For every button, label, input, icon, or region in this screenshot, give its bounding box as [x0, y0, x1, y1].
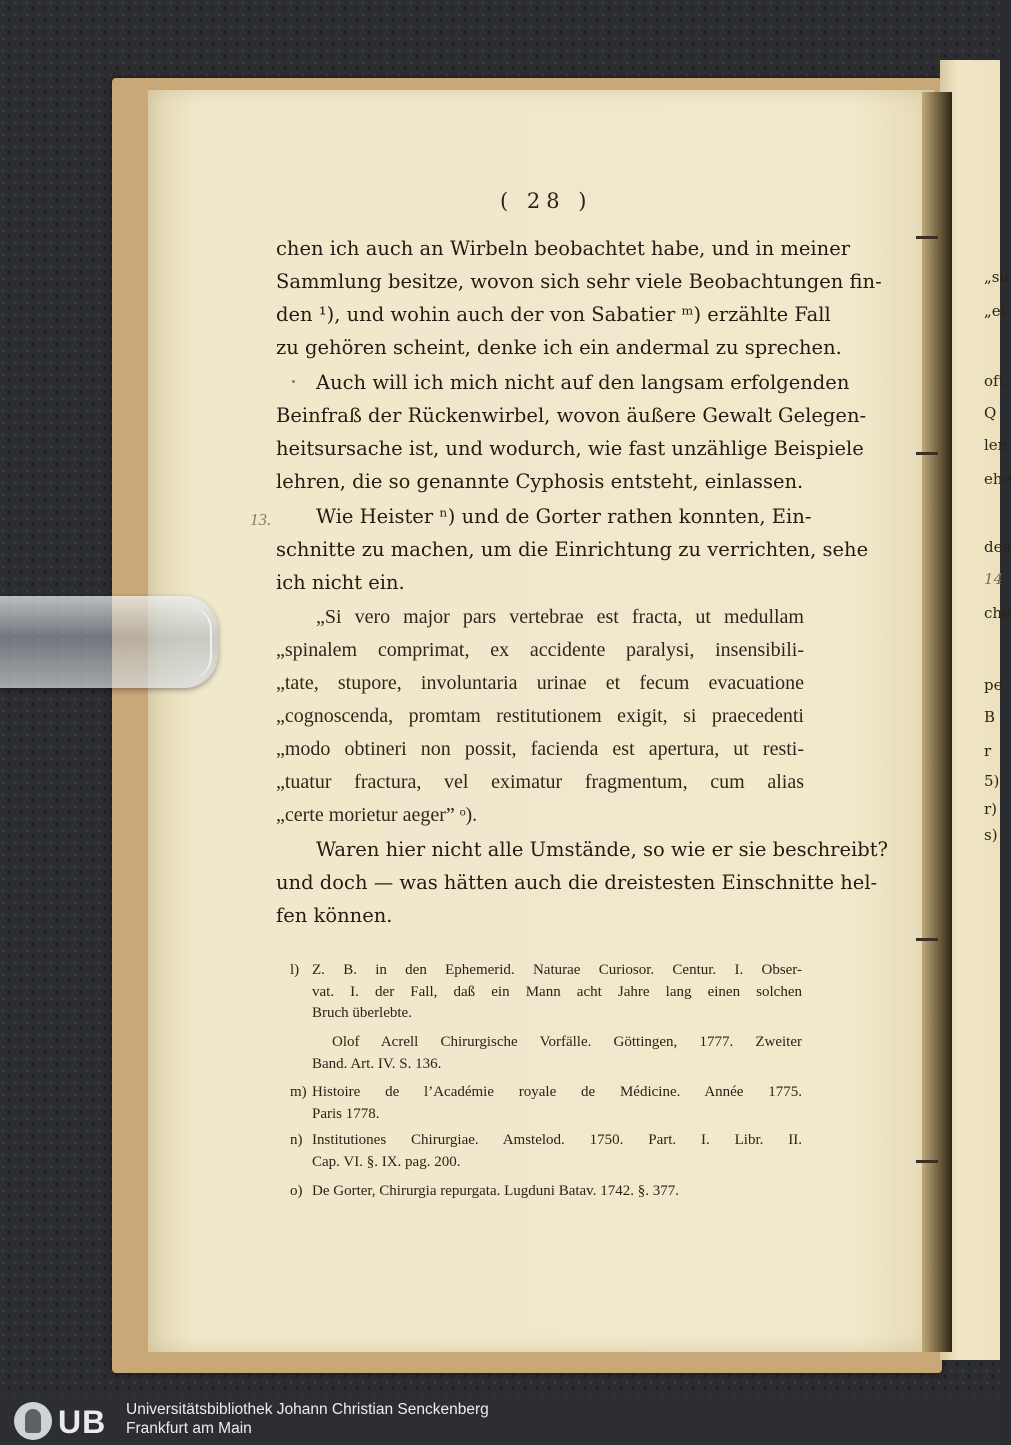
binding-thread — [916, 236, 938, 239]
footnote-mark: o) — [290, 1183, 303, 1199]
footnote-l — [290, 960, 802, 1025]
text-line: „certe morietur aeger” ᵒ). — [276, 804, 478, 826]
text-line: fen können. — [276, 904, 393, 927]
footnote-line: Cap. VI. §. IX. pag. 200. — [312, 1153, 461, 1170]
seal-icon — [14, 1402, 52, 1440]
footnote-m — [290, 1082, 802, 1125]
paragraph-1 — [276, 232, 882, 364]
footnote-n — [290, 1130, 802, 1173]
text-line: „Si vero major pars vertebrae est fracta, ut medullam — [316, 606, 804, 628]
facing-page-text: B — [984, 708, 996, 726]
logo-text: UB — [58, 1404, 107, 1440]
text-line: Waren hier nicht alle Umstände, so wie er sie beschreibt? — [316, 838, 889, 861]
paragraph-5 — [276, 833, 889, 932]
footnote-line: De Gorter, Chirurgia repurgata. Lugduni Batav. 1742. §. 377. — [312, 1183, 679, 1199]
facing-page-text: Q — [984, 404, 997, 422]
text-line: „modo obtineri non possit, facienda est apertura, ut resti- — [276, 738, 804, 760]
text-line: zu gehören scheint, denke ich ein andermal zu sprechen. — [276, 336, 842, 359]
facing-page-text: len — [984, 436, 1008, 454]
text-line: „tuatur fractura, vel eximatur fragmentum, cum alias — [276, 771, 804, 793]
page-number: ( 28 ) — [500, 189, 593, 213]
paragraph-2 — [276, 366, 867, 498]
text-line: ich nicht ein. — [276, 571, 405, 594]
footnote-line: vat. I. der Fall, daß ein Mann acht Jahre lang einen solchen — [312, 983, 802, 1000]
footnote-line: Band. Art. IV. S. 136. — [312, 1055, 442, 1072]
text-line: „cognoscenda, promtam restitutionem exigit, si praecedenti — [276, 705, 804, 727]
facing-page-text: pe — [984, 676, 1003, 694]
page-holder-edge — [186, 606, 212, 680]
footnote-line: Bruch überlebte. — [312, 1005, 412, 1021]
library-logo — [14, 1402, 110, 1440]
text-line: „spinalem comprimat, ex accidente paralysi, insensibili- — [276, 639, 804, 661]
footnote-mark: n) — [290, 1132, 303, 1148]
text-line: Sammlung besitze, wovon sich sehr viele Beobachtungen fin- — [276, 270, 882, 293]
footnote-o — [290, 1181, 802, 1203]
binding-thread — [916, 938, 938, 941]
text-line: lehren, die so genannte Cyphosis entsteht, einlassen. — [276, 470, 804, 493]
facing-page-text: r — [984, 742, 992, 760]
text-line: Beinfraß der Rückenwirbel, wovon äußere Gewalt Gelegen- — [276, 404, 867, 427]
footnote-l-continued — [290, 1032, 802, 1075]
footnote-line: Institutiones Chirurgiae. Amstelod. 1750. Part. I. Libr. II. — [312, 1132, 802, 1148]
paragraph-4-latin-quote — [276, 601, 804, 832]
text-line: schnitte zu machen, um die Einrichtung zu verrichten, sehe — [276, 538, 869, 561]
facing-page-text: des — [984, 538, 1011, 556]
facing-page-text: 5) — [984, 772, 1000, 790]
facing-page-text: r) — [984, 800, 998, 818]
footnote-line: Z. B. in den Ephemerid. Naturae Curiosor. Centur. I. Obser- — [312, 962, 802, 978]
binding-thread — [916, 452, 938, 455]
footnote-line: Olof Acrell Chirurgische Vorfälle. Göttingen, 1777. Zweiter — [332, 1034, 802, 1050]
text-line: chen ich auch an Wirbeln beobachtet habe, und in meiner — [276, 237, 851, 260]
facing-page-text: oft — [984, 372, 1005, 390]
facing-page-annotation: 14 — [984, 570, 1004, 588]
facing-page-text: „et — [984, 302, 1007, 320]
margin-annotation: 13. — [250, 510, 272, 529]
text-line: den ¹), und wohin auch der von Sabatier ᵐ) erzählte Fall — [276, 303, 831, 326]
text-line: Auch will ich mich nicht auf den langsam erfolgenden — [316, 371, 850, 394]
footnote-mark: l) — [290, 962, 300, 978]
paragraph-3 — [276, 500, 869, 599]
facing-page-text: „su — [984, 268, 1010, 286]
footnote-line: Paris 1778. — [312, 1105, 380, 1122]
facing-page-text: ehe — [984, 470, 1011, 488]
text-line: heitsursache ist, und wodurch, wie fast unzählige Beispiele — [276, 437, 864, 460]
footnote-line: Histoire de l’Académie royale de Médicine. Année 1775. — [312, 1084, 802, 1100]
library-name: Universitätsbibliothek Johann Christian Senckenberg — [126, 1401, 489, 1418]
facing-page-text: che — [984, 604, 1011, 622]
text-line: und doch — was hätten auch die dreistesten Einschnitte hel- — [276, 871, 878, 894]
facing-page-text: s) — [984, 826, 998, 844]
text-line: Wie Heister ⁿ) und de Gorter rathen konnten, Ein- — [316, 505, 812, 528]
footnote-mark: m) — [290, 1084, 307, 1100]
binding-thread — [916, 1160, 938, 1163]
library-city: Frankfurt am Main — [126, 1420, 252, 1437]
text-line: „tate, stupore, involuntaria urinae et fecum evacuatione — [276, 672, 804, 694]
book-gutter — [922, 92, 952, 1352]
